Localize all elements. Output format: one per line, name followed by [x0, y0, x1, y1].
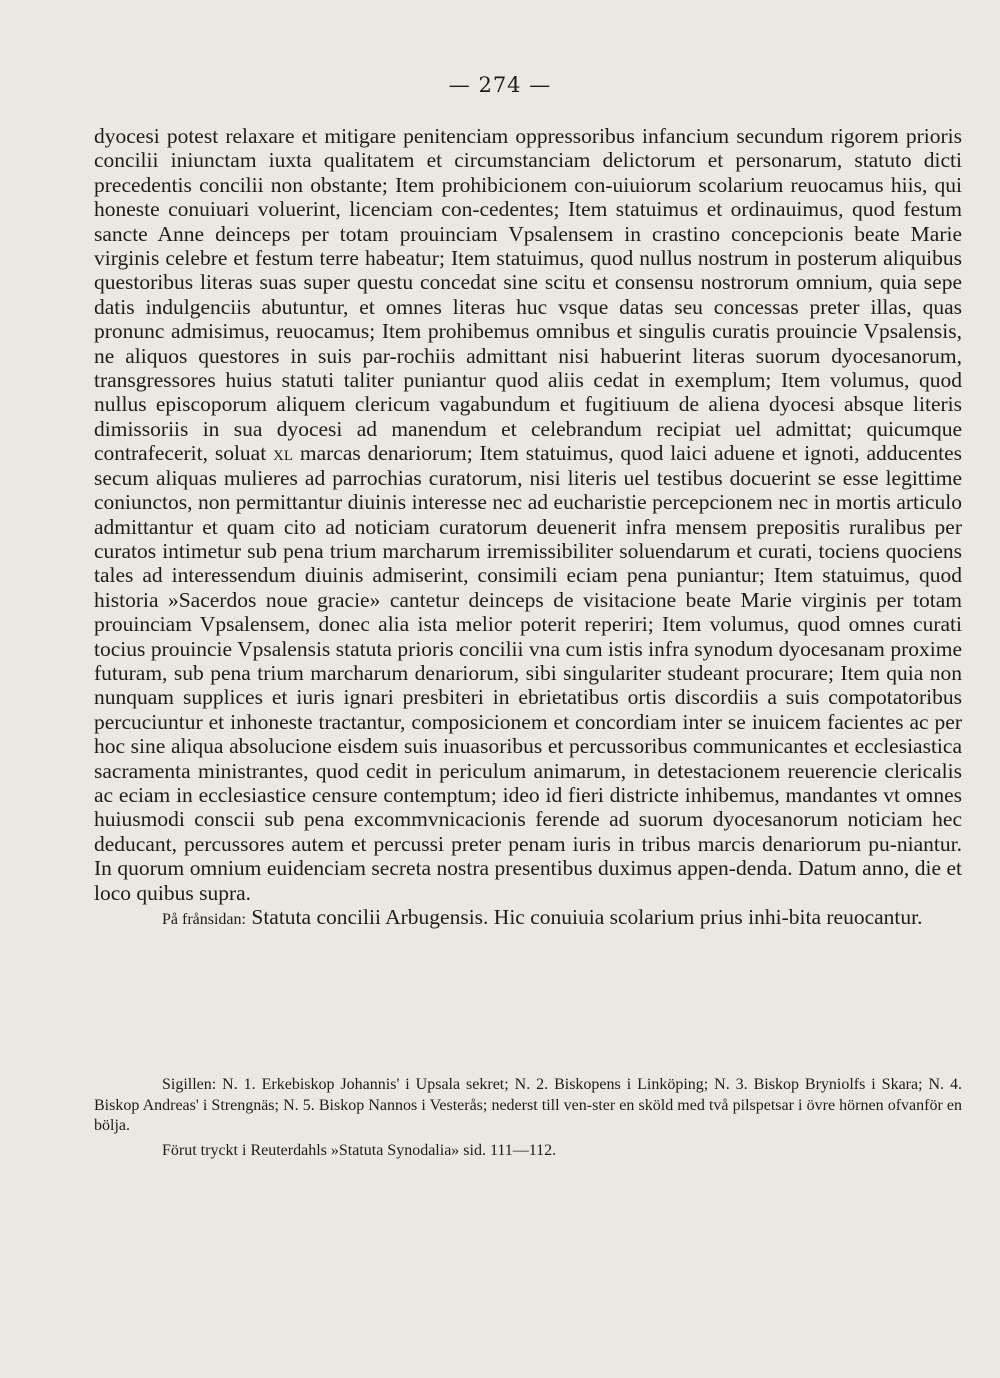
printed-note: Förut tryckt i Reuterdahls »Statuta Synodalia» sid. 111—112.: [162, 1141, 557, 1159]
roman-numeral: xl: [273, 441, 294, 466]
main-paragraph: [94, 124, 962, 905]
main-text-part-1: dyocesi potest relaxare et mitigare penitenciam oppressoribus infancium secundum rigorem prioris concilii iniunctam iuxta qualitatem et circumstanciam delictorum et personarum, statuto dicti precedentis concilii non obstante; Item prohibicionem con-uiuiorum scolarium reuocamus hiis, qui honeste conuiuari voluerint, licenciam con-cedentes; Item statuimus et ordinauimus, quod festum sancte Anne deinceps per totam prouinciam Vpsalensem in crastino concepcionis beate Marie virginis celebre et festum terre habeatur; Item statuimus, quod nullus nostrum in posterum aliquibus questoribus literas suas super questu concedat sine scitu et consensu nostrorum omnium, quia sepe datis indulgenciis abutuntur, et omnes literas huc vsque datas seu concessas preter illas, quas pronunc admisimus, reuocamus; Item prohibemus omnibus et singulis curatis prouincie Vpsalensis, ne aliquos questores in suis par-rochiis admittant nisi habuerint literas suorum dyocesanorum, transgressores huius statuti taliter puniantur quod aliis cedat in exemplum; Item volumus, quod nullus episcoporum aliquem clericum vagabundum et fugitiuum de aliena dyocesi absque literis dimissoriis in sua dyocesi ad manendum et celebrandum recipiat uel admittat; quicumque contrafecerit, soluat: [94, 124, 962, 466]
verso-text: Statuta concilii Arbugensis. Hic conuiuia scolarium prius inhi-bita reuocantur.: [251, 905, 923, 929]
verso-label: På frånsidan:: [162, 911, 246, 928]
seals-note: Sigillen: N. 1. Erkebiskop Johannis' i Upsala sekret; N. 2. Biskopens i Linköping; N. 3. Biskop Bryniolfs i Skara; N. 4. Biskop Andreas' i Strengnäs; N. 5. Biskop Nannos i Vesterås; nederst till ven-ster en sköld med två pilspetsar i övre hörnen ofvanför en bölja.: [94, 1076, 962, 1134]
verso-note: [94, 905, 962, 932]
editorial-notes: [94, 1075, 962, 1161]
charter-text: [94, 124, 962, 932]
page-number: — 274 —: [448, 73, 552, 97]
main-text-part-2: marcas denariorum; Item statuimus, quod laici aduene et ignoti, adducentes secum aliquas mulieres ad parrochias curatorum, nisi literis uel testibus docuerint se esse legittime coniunctos, non permittantur diuinis interesse nec ad eucharistie percepcionem nec in mortis articulo admittantur et quam cito ad noticiam curatorum deuenerit infra mensem prepositis ruralibus per curatos intimetur sub pena trium marcharum irremissibiliter soluendarum et curati, tociens quociens tales ad interessendum diuinis admiserint, consimili eciam pena puniantur; Item statuimus, quod historia »Sacerdos noue gracie» cantetur deinceps de visitacione beate Marie virginis per totam prouinciam Vpsalensem, donec alia ista melior poterit reperiri; Item volumus, quod omnes curati tocius prouincie Vpsalensis statuta prioris concilii vna cum istis infra synodum dyocesanam proxime futuram, sub pena trium marcharum denariorum, sibi singulariter studeant procurare; Item quia non nunquam supplices et iuris ignari presbiteri in ebrietatibus ortis discordiis a suis compotatoribus percuciuntur et inhoneste tractantur, composicionem et concordiam inter se inuicem facientes ac per hoc sine aliqua absolucione eisdem suis inuasoribus et percussoribus communicantes et ecclesiastica sacramenta ministrantes, quod cedit in periculum animarum, in detestacionem reuerencie clericalis ac eciam in ecclesiastice censure contemptum; ideo id fieri districte inhibemus, mandantes vt omnes huiusmodi conscii sub pena excommvnicacionis ferende ad suorum dyocesanorum noticiam hec deducant, percussores autem et percussi preter penam iuris in tribus marcis denariorum pu-niantur. In quorum omnium euidenciam secreta nostra presentibus duximus appen-denda. Datum anno, die et loco quibus supra.: [94, 441, 963, 905]
